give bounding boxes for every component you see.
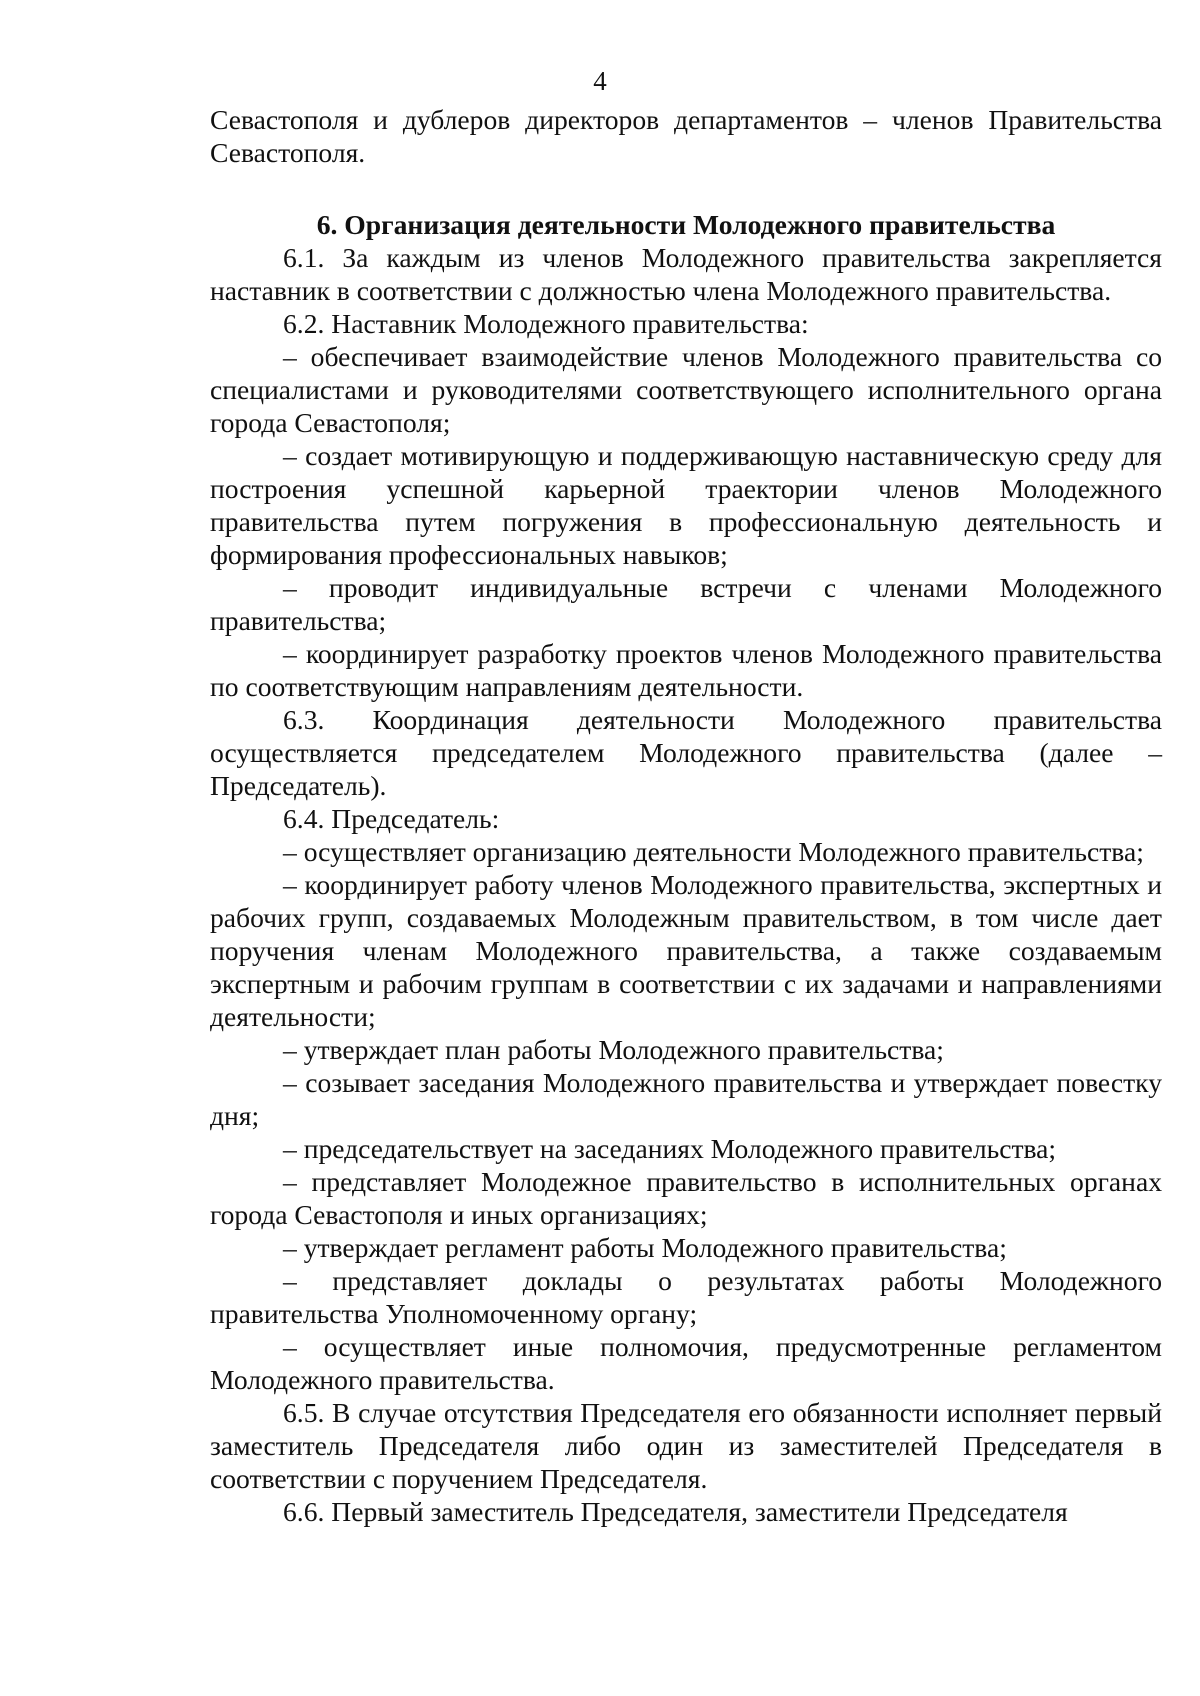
list-item: – представляет Молодежное правительство в исполнительных органах города Севастополя и иных организациях;	[210, 1166, 1162, 1230]
list-item: – созывает заседания Молодежного правительства и утверждает повестку дня;	[210, 1067, 1162, 1131]
list-item: – председательствует на заседаниях Молодежного правительства;	[283, 1133, 1057, 1164]
list-item: – утверждает регламент работы Молодежного правительства;	[283, 1232, 1007, 1263]
paragraph-6-5: 6.5. В случае отсутствия Председателя его обязанности исполняет первый заместитель Председателя либо один из заместителей Председателя в соответствии с поручением Председателя.	[210, 1397, 1162, 1494]
list-item: – координирует работу членов Молодежного правительства, экспертных и рабочих групп, создаваемых Молодежным правительством, в том числе дает поручения членам Молодежного правительства, а также создаваемым экспертным и рабочим группам в соответствии с их задачами и направлениями деятельности;	[210, 869, 1162, 1032]
list-item: – представляет доклады о результатах работы Молодежного правительства Уполномоченному органу;	[210, 1265, 1162, 1329]
paragraph-6-2: 6.2. Наставник Молодежного правительства:	[283, 308, 809, 339]
list-item: – координирует разработку проектов членов Молодежного правительства по соответствующим направлениям деятельности.	[210, 638, 1162, 702]
list-item: – проводит индивидуальные встречи с членами Молодежного правительства;	[210, 572, 1162, 636]
document-body	[210, 103, 1162, 1528]
paragraph-6-3: 6.3. Координация деятельности Молодежного правительства осуществляется председателем Молодежного правительства (далее – Председатель).	[210, 704, 1162, 801]
opening-paragraph: Севастополя и дублеров директоров департаментов – членов Правительства Севастополя.	[210, 104, 1162, 168]
list-item: – утверждает план работы Молодежного правительства;	[283, 1034, 944, 1065]
paragraph-6-6: 6.6. Первый заместитель Председателя, заместители Председателя	[283, 1496, 1068, 1527]
list-item: – создает мотивирующую и поддерживающую наставническую среду для построения успешной карьерной траектории членов Молодежного правительства путем погружения в профессиональную деятельность и формирования профессиональных навыков;	[210, 440, 1162, 570]
section-heading: 6. Организация деятельности Молодежного правительства	[316, 209, 1056, 240]
page-number: 4	[593, 66, 607, 96]
list-item: – осуществляет организацию деятельности Молодежного правительства;	[283, 836, 1144, 867]
paragraph-6-1: 6.1. За каждым из членов Молодежного правительства закрепляется наставник в соответствии с должностью члена Молодежного правительства.	[210, 242, 1162, 306]
paragraph-6-4: 6.4. Председатель:	[283, 803, 500, 834]
list-item: – обеспечивает взаимодействие членов Молодежного правительства со специалистами и руководителями соответствующего исполнительного органа города Севастополя;	[210, 341, 1162, 438]
list-item: – осуществляет иные полномочия, предусмотренные регламентом Молодежного правительства.	[210, 1331, 1162, 1395]
